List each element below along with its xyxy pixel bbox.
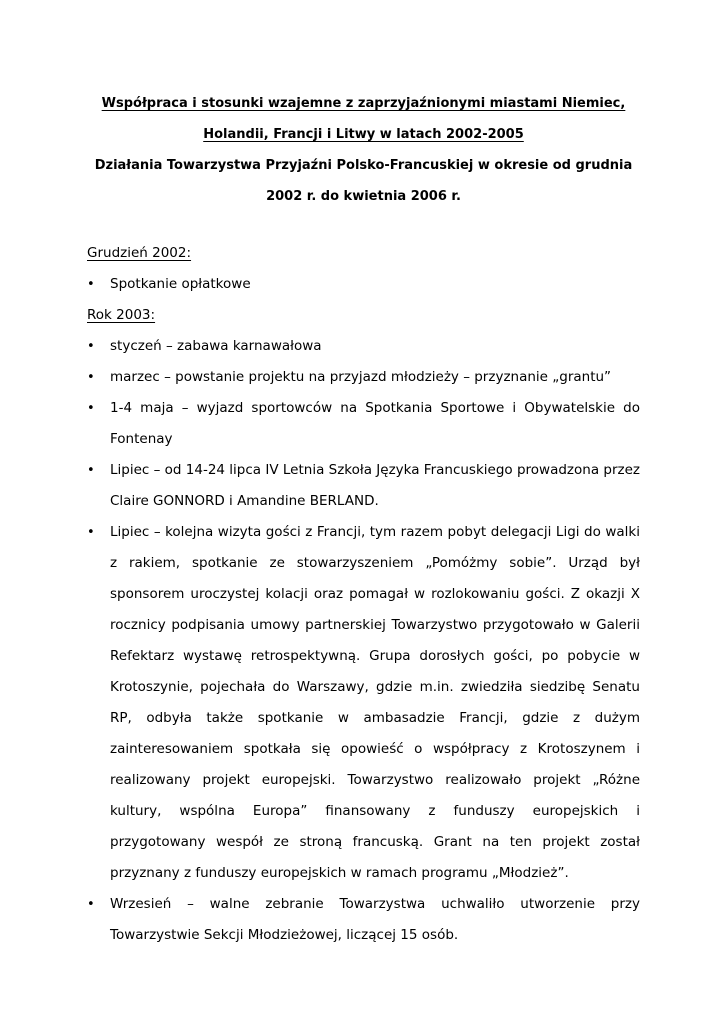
document-title-line-1: Współpraca i stosunki wzajemne z zaprzyjaźnionymi miastami Niemiec, — [101, 96, 626, 111]
list-item — [87, 455, 640, 517]
list-year-2003 — [87, 331, 640, 951]
list-item-text: Lipiec – od 14-24 lipca IV Letnia Szkoła Języka Francuskiego prowadzona przez Claire GONNORD i Amandine BERLAND. — [110, 462, 640, 509]
bullet-icon: • — [87, 897, 95, 912]
list-item-text: Wrzesień – walne zebranie Towarzystwa uchwaliło utworzenie przy Towarzystwie Sekcji Młodzieżowej, liczącej 15 osób. — [110, 896, 640, 943]
bullet-icon: • — [87, 401, 95, 416]
list-item — [87, 517, 640, 889]
list-item — [87, 889, 640, 951]
bullet-icon: • — [87, 339, 95, 354]
list-item — [87, 362, 640, 393]
list-item-text: 1-4 maja – wyjazd sportowców na Spotkania Sportowe i Obywatelskie do Fontenay — [110, 400, 640, 447]
document-subtitle-line-1: Działania Towarzystwa Przyjaźni Polsko-Francuskiej w okresie od grudnia — [94, 158, 633, 173]
document-page — [87, 88, 640, 951]
bullet-icon: • — [87, 463, 95, 478]
section-label-december-2002: Grudzień 2002: — [87, 245, 192, 261]
list-item-text: Lipiec – kolejna wizyta gości z Francji, tym razem pobyt delegacji Ligi do walki z rakiem, spotkanie ze stowarzyszeniem „Pomóżmy sobie”. Urząd był sponsorem uroczystej kolacji oraz pomagał w rozlokowaniu gości. Z okazji X rocznicy podpisania umowy partnerskiej Towarzystwo przygotowało w Galerii Refektarz wystawę retrospektywną. Grupa dorosłych gości, po pobycie w Krotoszynie, pojechała do Warszawy, gdzie m.in. zwiedziła siedzibę Senatu RP, odbyła także spotkanie w ambasadzie Francji, gdzie z dużym zainteresowaniem spotkała się opowieść o współpracy z Krotoszynem i realizowany projekt europejski. Towarzystwo realizowało projekt „Różne kultury, wspólna Europa” finansowany z funduszy europejskich i przygotowany wespół ze stroną francuską. Grant na ten projekt został przyznany z funduszy europejskich w ramach programu „Młodzież”. — [110, 524, 640, 881]
list-item — [87, 393, 640, 455]
document-title-line-2: Holandii, Francji i Litwy w latach 2002-2005 — [203, 127, 524, 142]
list-item-text: styczeń – zabawa karnawałowa — [110, 338, 322, 354]
bullet-icon: • — [87, 525, 95, 540]
section-label-year-2003: Rok 2003: — [87, 307, 156, 323]
list-item — [87, 331, 640, 362]
document-subtitle-line-2: 2002 r. do kwietnia 2006 r. — [266, 189, 461, 204]
list-item — [87, 269, 640, 300]
bullet-icon: • — [87, 277, 95, 292]
bullet-icon: • — [87, 370, 95, 385]
list-item-text: marzec – powstanie projektu na przyjazd młodzieży – przyznanie „grantu” — [110, 369, 612, 385]
list-december-2002 — [87, 269, 640, 300]
spacer — [87, 212, 640, 238]
list-item-text: Spotkanie opłatkowe — [110, 276, 251, 292]
